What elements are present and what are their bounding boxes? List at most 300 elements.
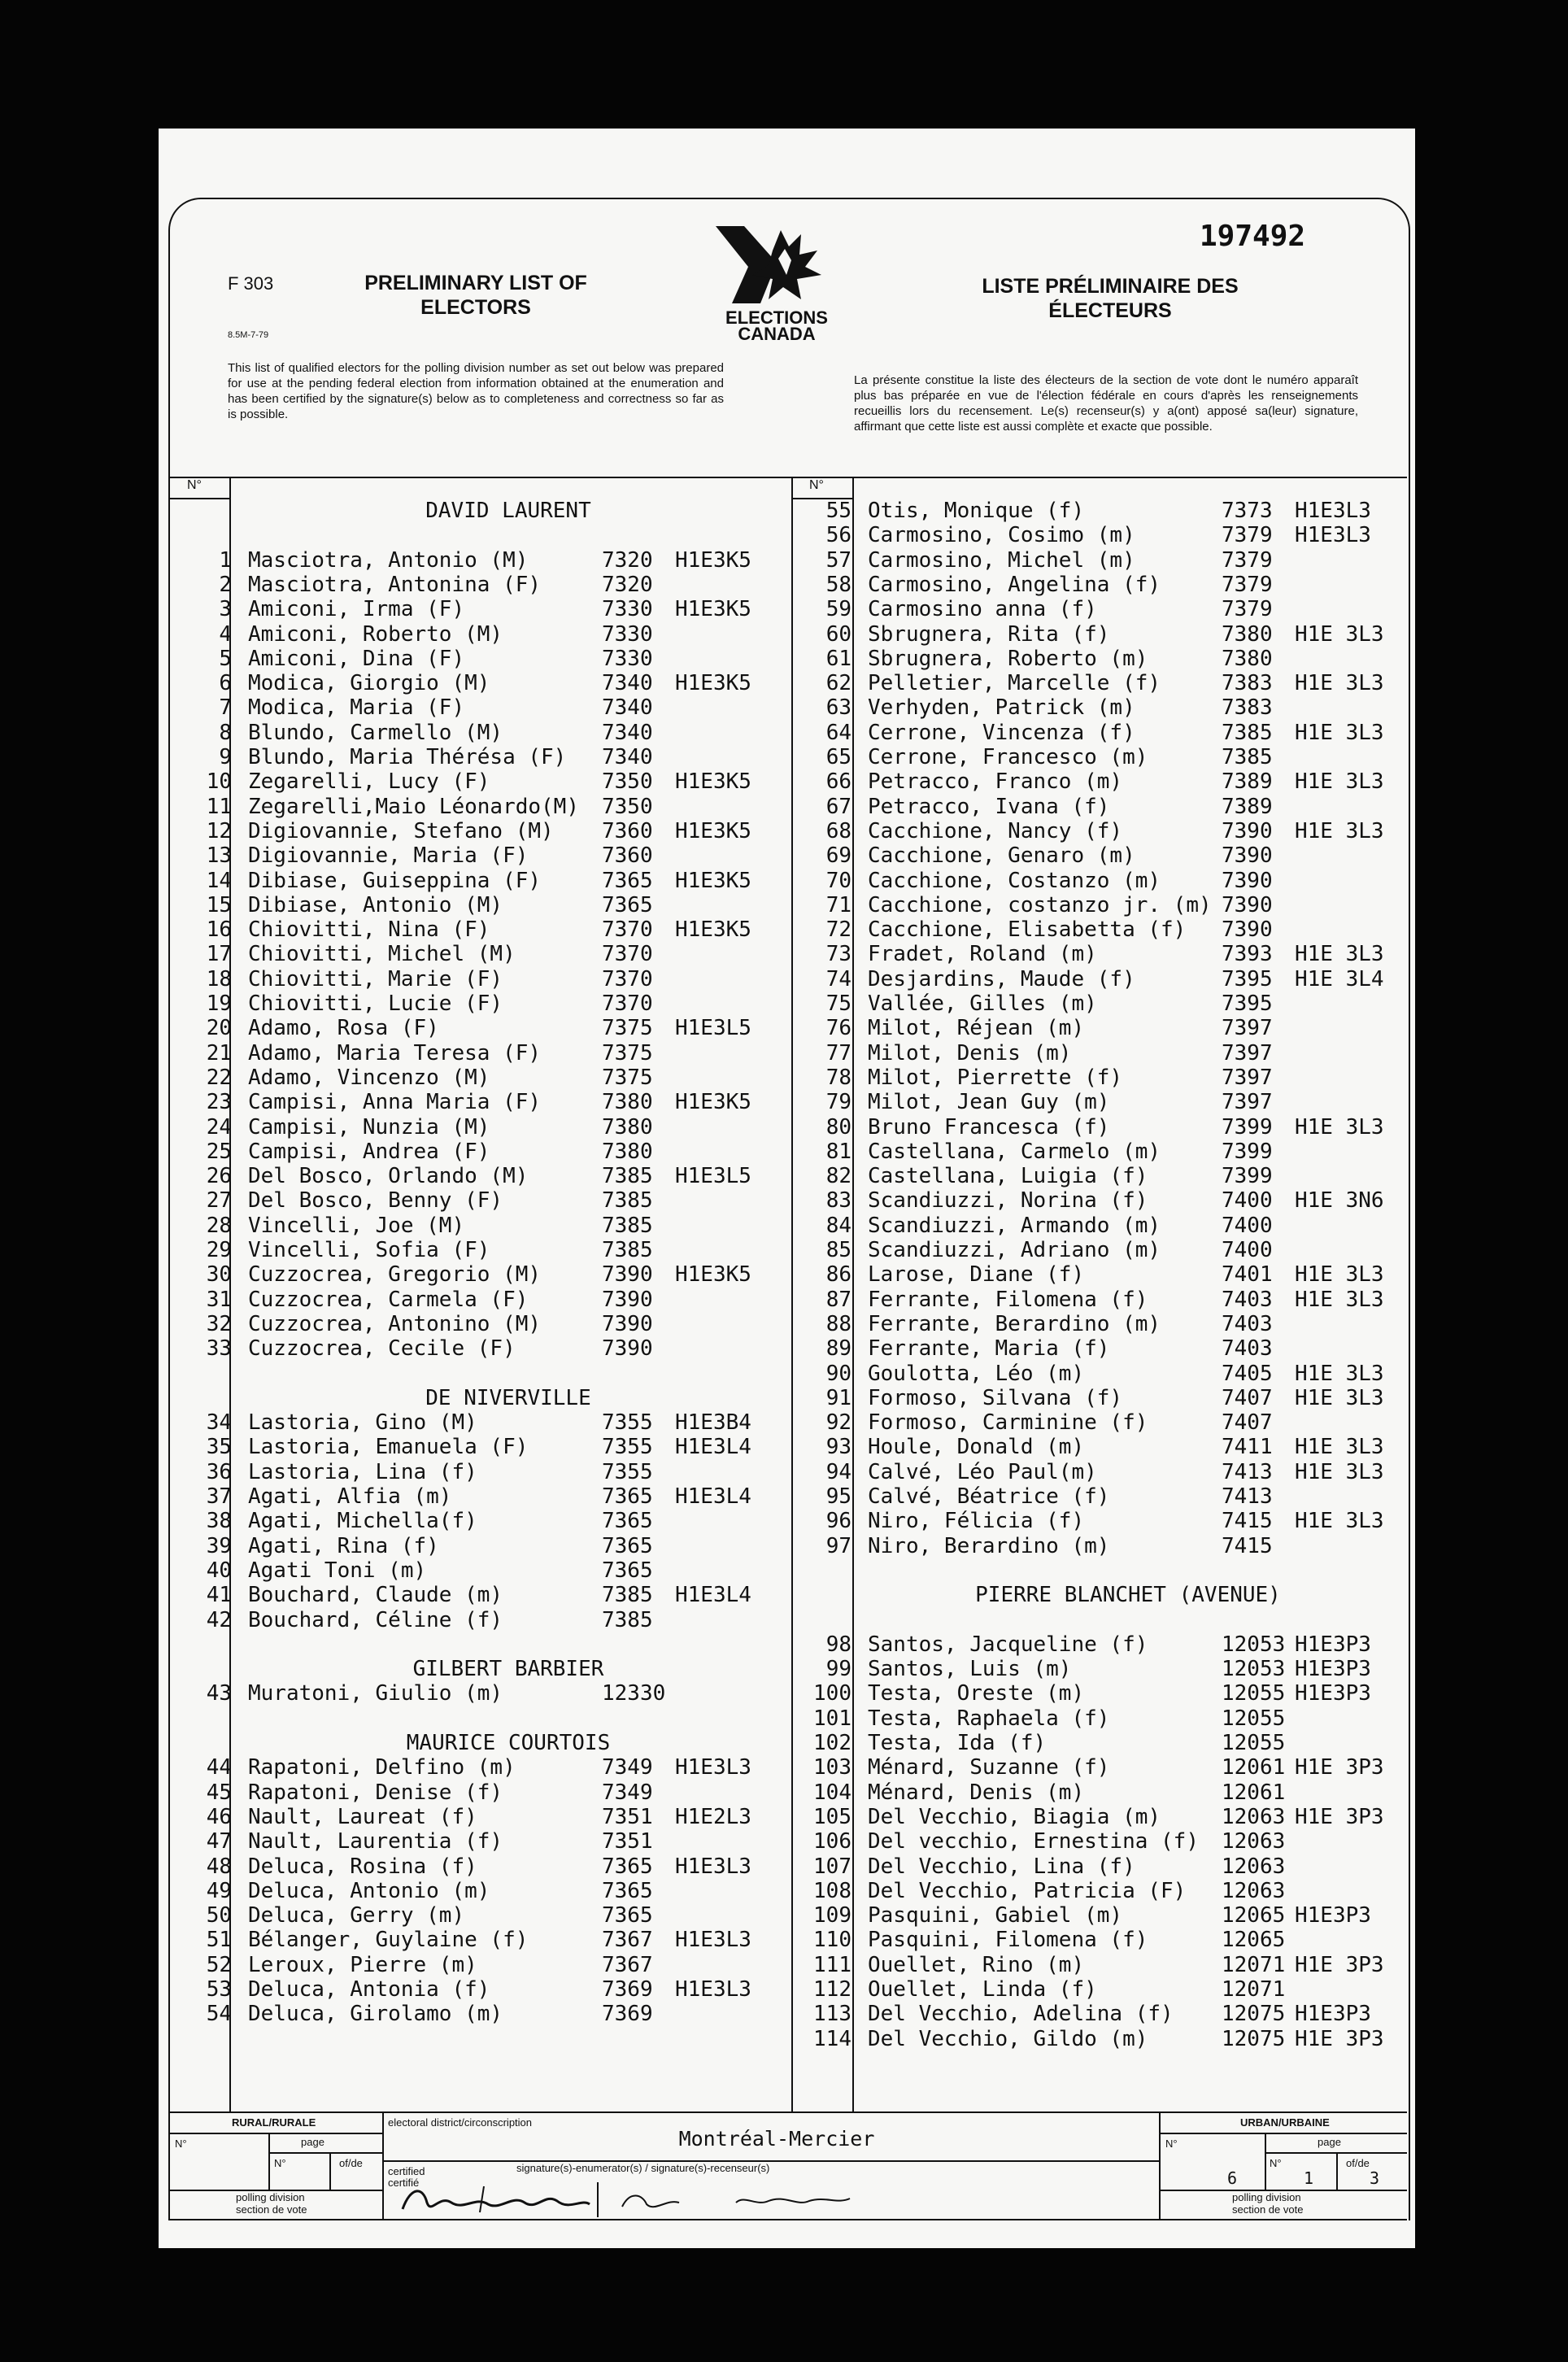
elector-name: Vincelli, Joe (M) [248,1213,465,1238]
elector-name: Formoso, Carminine (f) [868,1410,1148,1436]
elector-number: 25 [206,1139,232,1164]
civic-number: 7367 [602,1928,653,1953]
elector-row [175,1953,793,1977]
elector-name: Ferrante, Berardino (m) [868,1311,1161,1336]
civic-number: 7369 [602,2002,653,2027]
street-name: GILBERT BARBIER [412,1657,604,1682]
civic-number: 7370 [602,917,653,943]
elector-number: 86 [825,1262,852,1288]
postal-code: H1E 3P3 [1295,1952,1384,1977]
logo-canada: CANADA [738,324,816,344]
elector-number: 23 [206,1090,232,1115]
elector-row [795,1953,1413,1977]
elector-name: Scandiuzzi, Armando (m) [868,1213,1161,1238]
elector-number: 58 [825,572,852,597]
elector-name: Del Vecchio, Biagia (m) [868,1804,1161,1829]
civic-number: 7380 [1222,621,1273,647]
elector-number: 53 [206,1977,232,2002]
elector-name: Sbrugnera, Roberto (m) [868,646,1148,671]
elector-number: 28 [206,1213,232,1238]
elector-number: 35 [206,1435,232,1460]
elector-row [175,1214,793,1238]
elector-name: Bruno Francesca (f) [868,1114,1110,1140]
elector-number: 114 [813,2026,852,2051]
elector-name: Deluca, Rosina (f) [248,1854,477,1879]
rural-of-label: of/de [339,2157,363,2169]
elector-number: 93 [825,1435,852,1460]
civic-number: 7365 [602,1854,653,1879]
civic-number: 7390 [1222,917,1273,943]
elector-name: Modica, Giorgio (M) [248,671,490,696]
elector-row [795,1755,1413,1780]
elector-number: 91 [825,1385,852,1410]
elector-row [795,622,1413,647]
certified-label-2: certifié [388,2177,420,2189]
elector-number: 101 [813,1706,852,1731]
maple-leaf-x-icon [712,226,842,307]
elector-number: 102 [813,1731,852,1755]
rural-no-label: N° [175,2138,187,2150]
postal-code: H1E3P3 [1295,1657,1371,1682]
civic-number: 12055 [1222,1731,1286,1755]
left-col-no-header: N° [187,478,202,492]
civic-number: 7351 [602,1829,653,1854]
elector-row [795,1288,1413,1312]
civic-number: 7340 [602,695,653,721]
elector-row [795,1977,1413,2002]
postal-code: H1E3P3 [1295,2002,1371,2027]
elector-number: 10 [206,769,232,795]
street-name: PIERRE BLANCHET (AVENUE) [975,1583,1281,1608]
civic-number: 12053 [1222,1657,1286,1682]
elector-number: 33 [206,1336,232,1362]
elector-name: Ferrante, Maria (f) [868,1336,1110,1362]
street-name: DE NIVERVILLE [425,1385,591,1410]
street-heading [175,1731,793,1755]
urban-polling-label-2: section de vote [1232,2203,1304,2216]
elector-name: Bouchard, Céline (f) [248,1607,503,1632]
elector-row [795,1214,1413,1238]
elector-row [175,819,793,843]
civic-number: 7383 [1222,695,1273,721]
postal-code: H1E 3L3 [1295,1459,1384,1484]
elector-name: Pasquini, Gabiel (m) [868,1903,1123,1928]
elector-number: 71 [825,892,852,917]
elector-row [175,942,793,966]
elector-name: Del Bosco, Benny (F) [248,1188,503,1214]
elector-number: 32 [206,1311,232,1336]
elector-number: 8 [219,720,232,745]
elector-number: 6 [219,671,232,696]
elector-name: Calvé, Béatrice (f) [868,1484,1110,1509]
civic-number: 7403 [1222,1311,1273,1336]
elector-number: 15 [206,892,232,917]
street-name: DAVID LAURENT [425,499,591,523]
elector-row [795,1090,1413,1114]
blank-row [795,1608,1413,1632]
elector-row [175,671,793,695]
elector-row [795,695,1413,720]
civic-number: 7365 [602,1484,653,1509]
civic-number: 7390 [1222,868,1273,893]
elector-number: 49 [206,1878,232,1903]
civic-number: 7401 [1222,1262,1273,1288]
postal-code: H1E3L3 [1295,499,1371,523]
elector-number: 89 [825,1336,852,1362]
elector-name: Ménard, Denis (m) [868,1780,1085,1805]
elector-name: Bouchard, Claude (m) [248,1583,503,1608]
civic-number: 7390 [602,1262,653,1288]
elector-row [175,1312,793,1336]
elector-number: 24 [206,1114,232,1140]
postal-code: H1E3K5 [675,1090,751,1115]
elector-name: Del Bosco, Orlando (M) [248,1164,529,1189]
postal-code: H1E3L3 [675,1928,751,1953]
elector-name: Cerrone, Francesco (m) [868,745,1148,769]
civic-number: 7403 [1222,1336,1273,1362]
elector-name: Desjardins, Maude (f) [868,966,1135,991]
elector-name: Petracco, Franco (m) [868,769,1123,795]
civic-number: 7380 [602,1114,653,1140]
civic-number: 7340 [602,720,653,745]
civic-number: 7390 [602,1336,653,1362]
elector-number: 81 [825,1139,852,1164]
postal-code: H1E 3L3 [1295,818,1384,843]
elector-name: Del Vecchio, Adelina (f) [868,2002,1174,2027]
civic-number: 7390 [1222,892,1273,917]
elector-name: Zegarelli,Maio Léonardo(M) [248,794,579,819]
civic-number: 7411 [1222,1435,1273,1460]
civic-number: 7413 [1222,1459,1273,1484]
civic-number: 7385 [602,1607,653,1632]
elector-name: Rapatoni, Delfino (m) [248,1755,516,1780]
civic-number: 7375 [602,1065,653,1090]
blank-row [175,523,793,547]
urban-page-value: 1 [1303,2168,1314,2188]
postal-code: H1E 3L3 [1295,1361,1384,1386]
civic-number: 7379 [1222,523,1273,548]
elector-number: 41 [206,1583,232,1608]
postal-code: H1E 3P3 [1295,1755,1384,1780]
elector-name: Modica, Maria (F) [248,695,465,721]
blank-row [175,1362,793,1386]
elector-row [175,1090,793,1114]
elector-name: Agati, Michella(f) [248,1509,477,1534]
elector-name: Deluca, Antonio (m) [248,1878,490,1903]
elector-number: 39 [206,1533,232,1558]
civic-number: 12065 [1222,1903,1286,1928]
elector-row [795,769,1413,794]
civic-number: 7397 [1222,1090,1273,1115]
elector-row [175,1262,793,1287]
elector-name: Cacchione, costanzo jr. (m) [868,892,1212,917]
elector-number: 83 [825,1188,852,1214]
postal-code: H1E3K5 [675,597,751,622]
postal-code: H1E 3N6 [1295,1188,1384,1214]
postal-code: H1E 3L3 [1295,1385,1384,1410]
elector-row [795,1016,1413,1040]
elector-name: Lastoria, Emanuela (F) [248,1435,529,1460]
elector-row [175,1140,793,1164]
elector-row [175,1879,793,1903]
elector-number: 59 [825,597,852,622]
elector-row [175,1681,793,1706]
elector-row [175,647,793,671]
elector-row [795,1731,1413,1755]
elector-number: 77 [825,1040,852,1066]
elector-number: 98 [825,1632,852,1657]
elector-name: Masciotra, Antonina (F) [248,572,542,597]
elector-number: 109 [813,1903,852,1928]
postal-code: H1E3K5 [675,917,751,943]
elector-row [795,1854,1413,1879]
elector-row [795,1534,1413,1558]
civic-number: 7415 [1222,1509,1273,1534]
elector-name: Cacchione, Elisabetta (f) [868,917,1187,943]
civic-number: 12075 [1222,2002,1286,2027]
civic-number: 7390 [1222,818,1273,843]
elector-number: 42 [206,1607,232,1632]
civic-number: 7400 [1222,1238,1273,1262]
elector-number: 113 [813,2002,852,2027]
rural-page-rule [268,2152,382,2154]
elector-row [795,647,1413,671]
elector-name: Larose, Diane (f) [868,1262,1085,1288]
elector-number: 74 [825,966,852,991]
civic-number: 7385 [1222,745,1273,769]
elector-row [795,1706,1413,1731]
elector-row [175,745,793,769]
elector-number: 105 [813,1804,852,1829]
elector-row [175,1115,793,1140]
elector-row [795,1681,1413,1706]
elector-number: 3 [219,597,232,622]
civic-number: 7375 [602,1040,653,1066]
elector-number: 56 [825,523,852,548]
elector-row [175,1509,793,1533]
elector-name: Milot, Réjean (m) [868,1016,1085,1041]
elector-row [175,695,793,720]
civic-number: 7397 [1222,1040,1273,1066]
elector-row [175,1583,793,1607]
civic-number: 7349 [602,1755,653,1780]
elector-name: Niro, Berardino (m) [868,1533,1110,1558]
civic-number: 12065 [1222,1928,1286,1953]
elector-row [175,1435,793,1459]
elector-row [175,548,793,573]
elector-number: 104 [813,1780,852,1805]
elector-row [795,1780,1413,1805]
elector-row [175,843,793,868]
postal-code: H1E3K5 [675,818,751,843]
elector-number: 27 [206,1188,232,1214]
elector-number: 1 [219,547,232,573]
civic-number: 7350 [602,769,653,795]
urban-label-rule [1159,2133,1407,2134]
elector-name: Deluca, Antonia (f) [248,1977,490,2002]
elector-row [175,893,793,917]
elector-row [795,597,1413,621]
elector-name: Calvé, Léo Paul(m) [868,1459,1097,1484]
urban-polling-label-1: polling division [1232,2191,1301,2203]
elector-name: Agati Toni (m) [248,1558,427,1583]
postal-code: H1E3L5 [675,1164,751,1189]
elector-row [795,573,1413,597]
elector-name: Del vecchio, Ernestina (f) [868,1829,1199,1854]
elector-number: 9 [219,745,232,769]
street-heading [175,1386,793,1410]
elector-number: 18 [206,966,232,991]
elector-row [795,1066,1413,1090]
elector-name: Carmosino anna (f) [868,597,1097,622]
rural-page-no-label: N° [274,2157,286,2169]
civic-number: 7373 [1222,499,1273,523]
elector-name: Testa, Raphaela (f) [868,1706,1110,1731]
elector-number: 51 [206,1928,232,1953]
civic-number: 7380 [602,1090,653,1115]
right-col-no-header: N° [809,478,824,492]
elector-row [795,1410,1413,1435]
elector-number: 84 [825,1213,852,1238]
elector-number: 66 [825,769,852,795]
elector-name: Testa, Oreste (m) [868,1681,1085,1706]
elector-row [795,721,1413,745]
postal-code: H1E3K5 [675,868,751,893]
civic-number: 12055 [1222,1706,1286,1731]
civic-number: 12055 [1222,1681,1286,1706]
civic-number: 7400 [1222,1188,1273,1214]
civic-number: 7390 [602,1287,653,1312]
elector-number: 13 [206,843,232,869]
street-heading [175,1657,793,1681]
elector-number: 75 [825,991,852,1016]
elector-row [795,1140,1413,1164]
elector-number: 34 [206,1410,232,1436]
elector-row [175,1238,793,1262]
elector-row [175,991,793,1016]
elector-row [795,1460,1413,1484]
elector-row [795,1928,1413,1952]
civic-number: 7380 [1222,646,1273,671]
elector-row [175,1755,793,1780]
elector-name: Chiovitti, Nina (F) [248,917,490,943]
elector-number: 63 [825,695,852,721]
postal-code: H1E3L4 [675,1484,751,1509]
elector-number: 70 [825,868,852,893]
elector-row [175,1016,793,1040]
civic-number: 7355 [602,1410,653,1436]
elector-number: 82 [825,1164,852,1189]
elector-name: Testa, Ida (f) [868,1731,1047,1755]
footer-urban-divider [1159,2111,1161,2219]
postal-code: H1E 3L3 [1295,621,1384,647]
elector-row [175,967,793,991]
civic-number: 7407 [1222,1410,1273,1436]
civic-number: 7397 [1222,1016,1273,1041]
elector-name: Muratoni, Giulio (m) [248,1681,503,1706]
elector-name: Formoso, Silvana (f) [868,1385,1123,1410]
elector-row [795,2002,1413,2026]
civic-number: 7365 [602,1533,653,1558]
elector-row [795,1657,1413,1681]
civic-number: 12063 [1222,1804,1286,1829]
elector-row [795,1632,1413,1657]
elector-row [175,1484,793,1509]
elector-row [175,1928,793,1952]
civic-number: 7400 [1222,1213,1273,1238]
elector-number: 12 [206,818,232,843]
elector-name: Cacchione, Genaro (m) [868,843,1135,869]
elector-name: Santos, Luis (m) [868,1657,1072,1682]
elector-row [795,942,1413,966]
civic-number: 7330 [602,597,653,622]
title-english-line-1: PRELIMINARY LIST OF [364,272,587,294]
blank-row [175,1632,793,1657]
elector-name: Masciotra, Antonio (M) [248,547,529,573]
elector-row [795,917,1413,942]
civic-number: 12053 [1222,1632,1286,1657]
elector-name: Otis, Monique (f) [868,499,1085,523]
elector-name: Milot, Denis (m) [868,1040,1072,1066]
elector-row [795,1312,1413,1336]
civic-number: 7350 [602,794,653,819]
elector-row [175,769,793,794]
elector-name: Cuzzocrea, Cecile (F) [248,1336,516,1362]
elector-number: 2 [219,572,232,597]
elector-row [795,1362,1413,1386]
civic-number: 7385 [602,1164,653,1189]
urban-page-label: page [1318,2136,1341,2148]
elector-number: 99 [825,1657,852,1682]
elector-number: 95 [825,1484,852,1509]
postal-code: H1E3K5 [675,547,751,573]
elector-name: Ouellet, Rino (m) [868,1952,1085,1977]
logo-elections: ELECTIONS [725,307,828,328]
civic-number: 7379 [1222,547,1273,573]
civic-number: 7397 [1222,1065,1273,1090]
civic-number: 7385 [602,1213,653,1238]
urban-of-label: of/de [1346,2157,1370,2169]
elector-number: 90 [825,1361,852,1386]
elector-number: 62 [825,671,852,696]
elector-number: 26 [206,1164,232,1189]
elector-name: Pelletier, Marcelle (f) [868,671,1161,696]
elector-row [795,795,1413,819]
elector-name: Fradet, Roland (m) [868,942,1097,967]
elector-name: Castellana, Luigia (f) [868,1164,1148,1189]
elector-row [795,1262,1413,1287]
elector-name: Houle, Donald (m) [868,1435,1085,1460]
civic-number: 7385 [602,1188,653,1214]
elector-name: Cerrone, Vincenza (f) [868,720,1135,745]
civic-number: 7383 [1222,671,1273,696]
elector-name: Pasquini, Filomena (f) [868,1928,1148,1953]
elector-name: Lastoria, Gino (M) [248,1410,477,1436]
elector-name: Milot, Jean Guy (m) [868,1090,1110,1115]
postal-code: H1E 3L3 [1295,720,1384,745]
elector-name: Blundo, Carmello (M) [248,720,503,745]
elector-number: 108 [813,1878,852,1903]
elector-name: Ménard, Suzanne (f) [868,1755,1110,1780]
elector-number: 54 [206,2002,232,2027]
postal-code: H1E 3L3 [1295,1114,1384,1140]
postal-code: H1E3L3 [675,1977,751,2002]
postal-code: H1E 3L3 [1295,1435,1384,1460]
elector-name: Ferrante, Filomena (f) [868,1287,1148,1312]
postal-code: H1E 3L3 [1295,1287,1384,1312]
civic-number: 7399 [1222,1139,1273,1164]
civic-number: 7349 [602,1780,653,1805]
